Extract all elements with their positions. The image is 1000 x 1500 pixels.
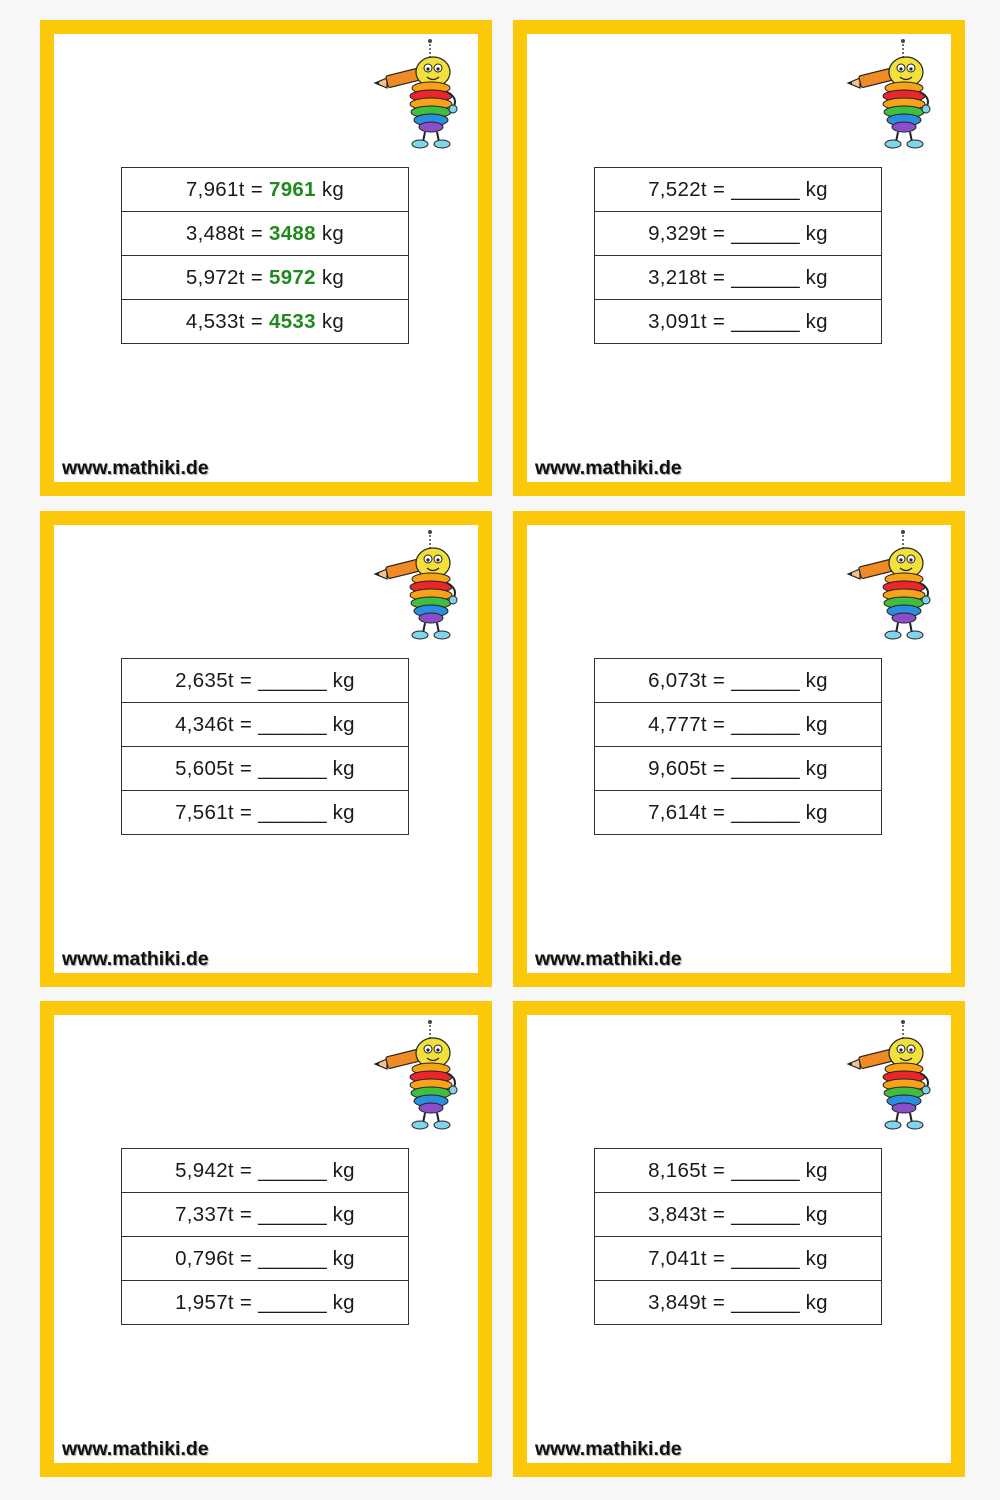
answer-value: 7961 (269, 177, 316, 201)
kilogram-unit: kg (332, 1158, 355, 1182)
tonnes-unit: t (227, 1290, 234, 1314)
equals-sign: = (250, 265, 263, 289)
answer-value: 3488 (269, 221, 316, 245)
equals-sign: = (239, 1202, 253, 1226)
conversion-cell (595, 1281, 882, 1325)
kilogram-unit: kg (321, 177, 345, 201)
equals-sign: = (712, 1158, 726, 1182)
conversion-cell (122, 1193, 409, 1237)
kilogram-unit: kg (805, 756, 828, 780)
kilogram-unit: kg (332, 1290, 355, 1314)
tonnes-unit: t (700, 800, 707, 824)
table-row (122, 747, 409, 791)
table-row (595, 1193, 882, 1237)
equals-sign: = (250, 309, 263, 333)
tonnes-unit: t (700, 177, 707, 201)
kilogram-unit: kg (321, 221, 345, 245)
pencil-bug-mascot-icon (846, 529, 941, 641)
conversion-cell (595, 659, 882, 703)
tonnes-value: 3,843 (648, 1202, 701, 1226)
kilogram-unit: kg (805, 265, 828, 289)
equals-sign: = (239, 1246, 253, 1270)
conversion-rows (122, 659, 409, 835)
tonnes-value: 3,091 (648, 309, 701, 333)
conversion-rows (595, 1149, 882, 1325)
answer-value: ______ (258, 800, 327, 824)
table-row (122, 168, 409, 212)
tonnes-value: 4,777 (648, 712, 701, 736)
table-row (595, 659, 882, 703)
equals-sign: = (239, 800, 253, 824)
conversion-cell (122, 256, 409, 300)
conversion-cell (595, 256, 882, 300)
task-card-2 (513, 20, 965, 496)
tonnes-unit: t (700, 756, 707, 780)
kilogram-unit: kg (805, 221, 828, 245)
task-card-1 (40, 20, 492, 496)
equals-sign: = (712, 265, 726, 289)
tonnes-value: 3,218 (648, 265, 701, 289)
tonnes-value: 7,522 (648, 177, 701, 201)
answer-value: ______ (731, 1290, 800, 1314)
answer-value: 5972 (269, 265, 316, 289)
task-card-5 (40, 1001, 492, 1477)
tonnes-value: 6,073 (648, 668, 701, 692)
kilogram-unit: kg (805, 177, 828, 201)
kilogram-unit: kg (805, 1290, 828, 1314)
equals-sign: = (712, 177, 726, 201)
tonnes-value: 9,605 (648, 756, 701, 780)
table-row (122, 1237, 409, 1281)
answer-value: ______ (731, 177, 800, 201)
conversion-cell (595, 703, 882, 747)
kilogram-unit: kg (805, 1158, 828, 1182)
answer-value: ______ (258, 1158, 327, 1182)
answer-value: ______ (731, 800, 800, 824)
answer-value: ______ (258, 712, 327, 736)
conversion-cell (595, 300, 882, 344)
table-row (122, 791, 409, 835)
pencil-bug-mascot-icon (846, 38, 941, 150)
conversion-table (594, 167, 882, 344)
tonnes-unit: t (227, 800, 234, 824)
kilogram-unit: kg (332, 1202, 355, 1226)
conversion-cell (122, 1281, 409, 1325)
conversion-cell (122, 791, 409, 835)
conversion-cell (122, 212, 409, 256)
equals-sign: = (712, 309, 726, 333)
conversion-cell (122, 747, 409, 791)
tonnes-unit: t (227, 1246, 234, 1270)
kilogram-unit: kg (332, 800, 355, 824)
answer-value: ______ (731, 221, 800, 245)
pencil-bug-mascot-icon (373, 529, 468, 641)
table-row (122, 659, 409, 703)
task-card-6 (513, 1001, 965, 1477)
equals-sign: = (250, 177, 263, 201)
answer-value: ______ (731, 309, 800, 333)
conversion-table (594, 658, 882, 835)
table-row (122, 256, 409, 300)
conversion-rows (595, 659, 882, 835)
conversion-table (594, 1148, 882, 1325)
tonnes-value: 8,165 (648, 1158, 701, 1182)
task-card-4 (513, 511, 965, 987)
task-card-3 (40, 511, 492, 987)
tonnes-value: 7,561 (175, 800, 228, 824)
table-row (595, 168, 882, 212)
conversion-cell (595, 168, 882, 212)
table-row (595, 1149, 882, 1193)
kilogram-unit: kg (332, 712, 355, 736)
tonnes-unit: t (238, 221, 245, 245)
answer-value: ______ (731, 265, 800, 289)
conversion-cell (122, 168, 409, 212)
kilogram-unit: kg (321, 309, 345, 333)
table-row (595, 300, 882, 344)
conversion-cell (595, 1149, 882, 1193)
pencil-bug-mascot-icon (373, 1019, 468, 1131)
kilogram-unit: kg (805, 712, 828, 736)
kilogram-unit: kg (332, 668, 355, 692)
tonnes-unit: t (238, 177, 245, 201)
tonnes-unit: t (227, 756, 234, 780)
equals-sign: = (239, 712, 253, 736)
tonnes-unit: t (238, 265, 245, 289)
table-row (595, 747, 882, 791)
kilogram-unit: kg (805, 1246, 828, 1270)
tonnes-value: 3,488 (185, 221, 239, 245)
conversion-cell (122, 300, 409, 344)
answer-value: ______ (258, 1290, 327, 1314)
equals-sign: = (239, 1290, 253, 1314)
conversion-cell (122, 1237, 409, 1281)
equals-sign: = (712, 1290, 726, 1314)
conversion-cell (595, 212, 882, 256)
answer-value: ______ (258, 756, 327, 780)
tonnes-value: 9,329 (648, 221, 701, 245)
table-row (595, 1237, 882, 1281)
equals-sign: = (712, 221, 726, 245)
conversion-cell (122, 659, 409, 703)
tonnes-unit: t (227, 1158, 234, 1182)
tonnes-value: 0,796 (175, 1246, 228, 1270)
kilogram-unit: kg (805, 1202, 828, 1226)
pencil-bug-mascot-icon (846, 1019, 941, 1131)
equals-sign: = (239, 756, 253, 780)
equals-sign: = (250, 221, 263, 245)
tonnes-value: 2,635 (175, 668, 228, 692)
footer-url: www.mathiki.de (535, 1438, 682, 1460)
tonnes-value: 1,957 (175, 1290, 228, 1314)
tonnes-unit: t (700, 1202, 707, 1226)
tonnes-unit: t (700, 668, 707, 692)
answer-value: 4533 (269, 309, 316, 333)
tonnes-value: 4,533 (185, 309, 239, 333)
tonnes-value: 3,849 (648, 1290, 701, 1314)
conversion-cell (595, 1193, 882, 1237)
answer-value: ______ (258, 668, 327, 692)
tonnes-unit: t (700, 265, 707, 289)
tonnes-value: 7,961 (185, 177, 239, 201)
tonnes-value: 7,041 (648, 1246, 701, 1270)
kilogram-unit: kg (332, 756, 355, 780)
conversion-rows (122, 1149, 409, 1325)
answer-value: ______ (731, 712, 800, 736)
answer-value: ______ (258, 1202, 327, 1226)
conversion-cell (122, 1149, 409, 1193)
tonnes-value: 7,337 (175, 1202, 228, 1226)
answer-value: ______ (258, 1246, 327, 1270)
kilogram-unit: kg (805, 668, 828, 692)
kilogram-unit: kg (321, 265, 345, 289)
conversion-cell (595, 791, 882, 835)
tonnes-value: 5,942 (175, 1158, 228, 1182)
equals-sign: = (239, 1158, 253, 1182)
table-row (595, 256, 882, 300)
tonnes-unit: t (227, 712, 234, 736)
conversion-table (121, 1148, 409, 1325)
table-row (595, 703, 882, 747)
tonnes-value: 5,605 (175, 756, 228, 780)
answer-value: ______ (731, 1202, 800, 1226)
footer-url: www.mathiki.de (62, 948, 209, 970)
equals-sign: = (712, 800, 726, 824)
conversion-cell (122, 703, 409, 747)
tonnes-unit: t (700, 1158, 707, 1182)
tonnes-unit: t (700, 712, 707, 736)
answer-value: ______ (731, 756, 800, 780)
tonnes-unit: t (700, 221, 707, 245)
equals-sign: = (712, 712, 726, 736)
table-row (122, 300, 409, 344)
table-row (122, 703, 409, 747)
answer-value: ______ (731, 1158, 800, 1182)
conversion-cell (595, 747, 882, 791)
tonnes-unit: t (227, 1202, 234, 1226)
pencil-bug-mascot-icon (373, 38, 468, 150)
tonnes-value: 4,346 (175, 712, 228, 736)
tonnes-unit: t (700, 1246, 707, 1270)
footer-url: www.mathiki.de (535, 948, 682, 970)
footer-url: www.mathiki.de (535, 457, 682, 479)
footer-url: www.mathiki.de (62, 457, 209, 479)
tonnes-unit: t (700, 309, 707, 333)
tonnes-unit: t (238, 309, 245, 333)
table-row (595, 1281, 882, 1325)
conversion-rows (595, 168, 882, 344)
tonnes-value: 5,972 (185, 265, 239, 289)
equals-sign: = (712, 756, 726, 780)
kilogram-unit: kg (805, 800, 828, 824)
answer-value: ______ (731, 1246, 800, 1270)
table-row (595, 212, 882, 256)
kilogram-unit: kg (332, 1246, 355, 1270)
table-row (122, 212, 409, 256)
tonnes-unit: t (227, 668, 234, 692)
tonnes-unit: t (700, 1290, 707, 1314)
table-row (595, 791, 882, 835)
table-row (122, 1193, 409, 1237)
equals-sign: = (712, 1202, 726, 1226)
conversion-table (121, 167, 409, 344)
equals-sign: = (239, 668, 253, 692)
conversion-table (121, 658, 409, 835)
conversion-cell (595, 1237, 882, 1281)
table-row (122, 1281, 409, 1325)
equals-sign: = (712, 668, 726, 692)
conversion-rows (122, 168, 409, 344)
footer-url: www.mathiki.de (62, 1438, 209, 1460)
tonnes-value: 7,614 (648, 800, 701, 824)
kilogram-unit: kg (805, 309, 828, 333)
equals-sign: = (712, 1246, 726, 1270)
table-row (122, 1149, 409, 1193)
answer-value: ______ (731, 668, 800, 692)
